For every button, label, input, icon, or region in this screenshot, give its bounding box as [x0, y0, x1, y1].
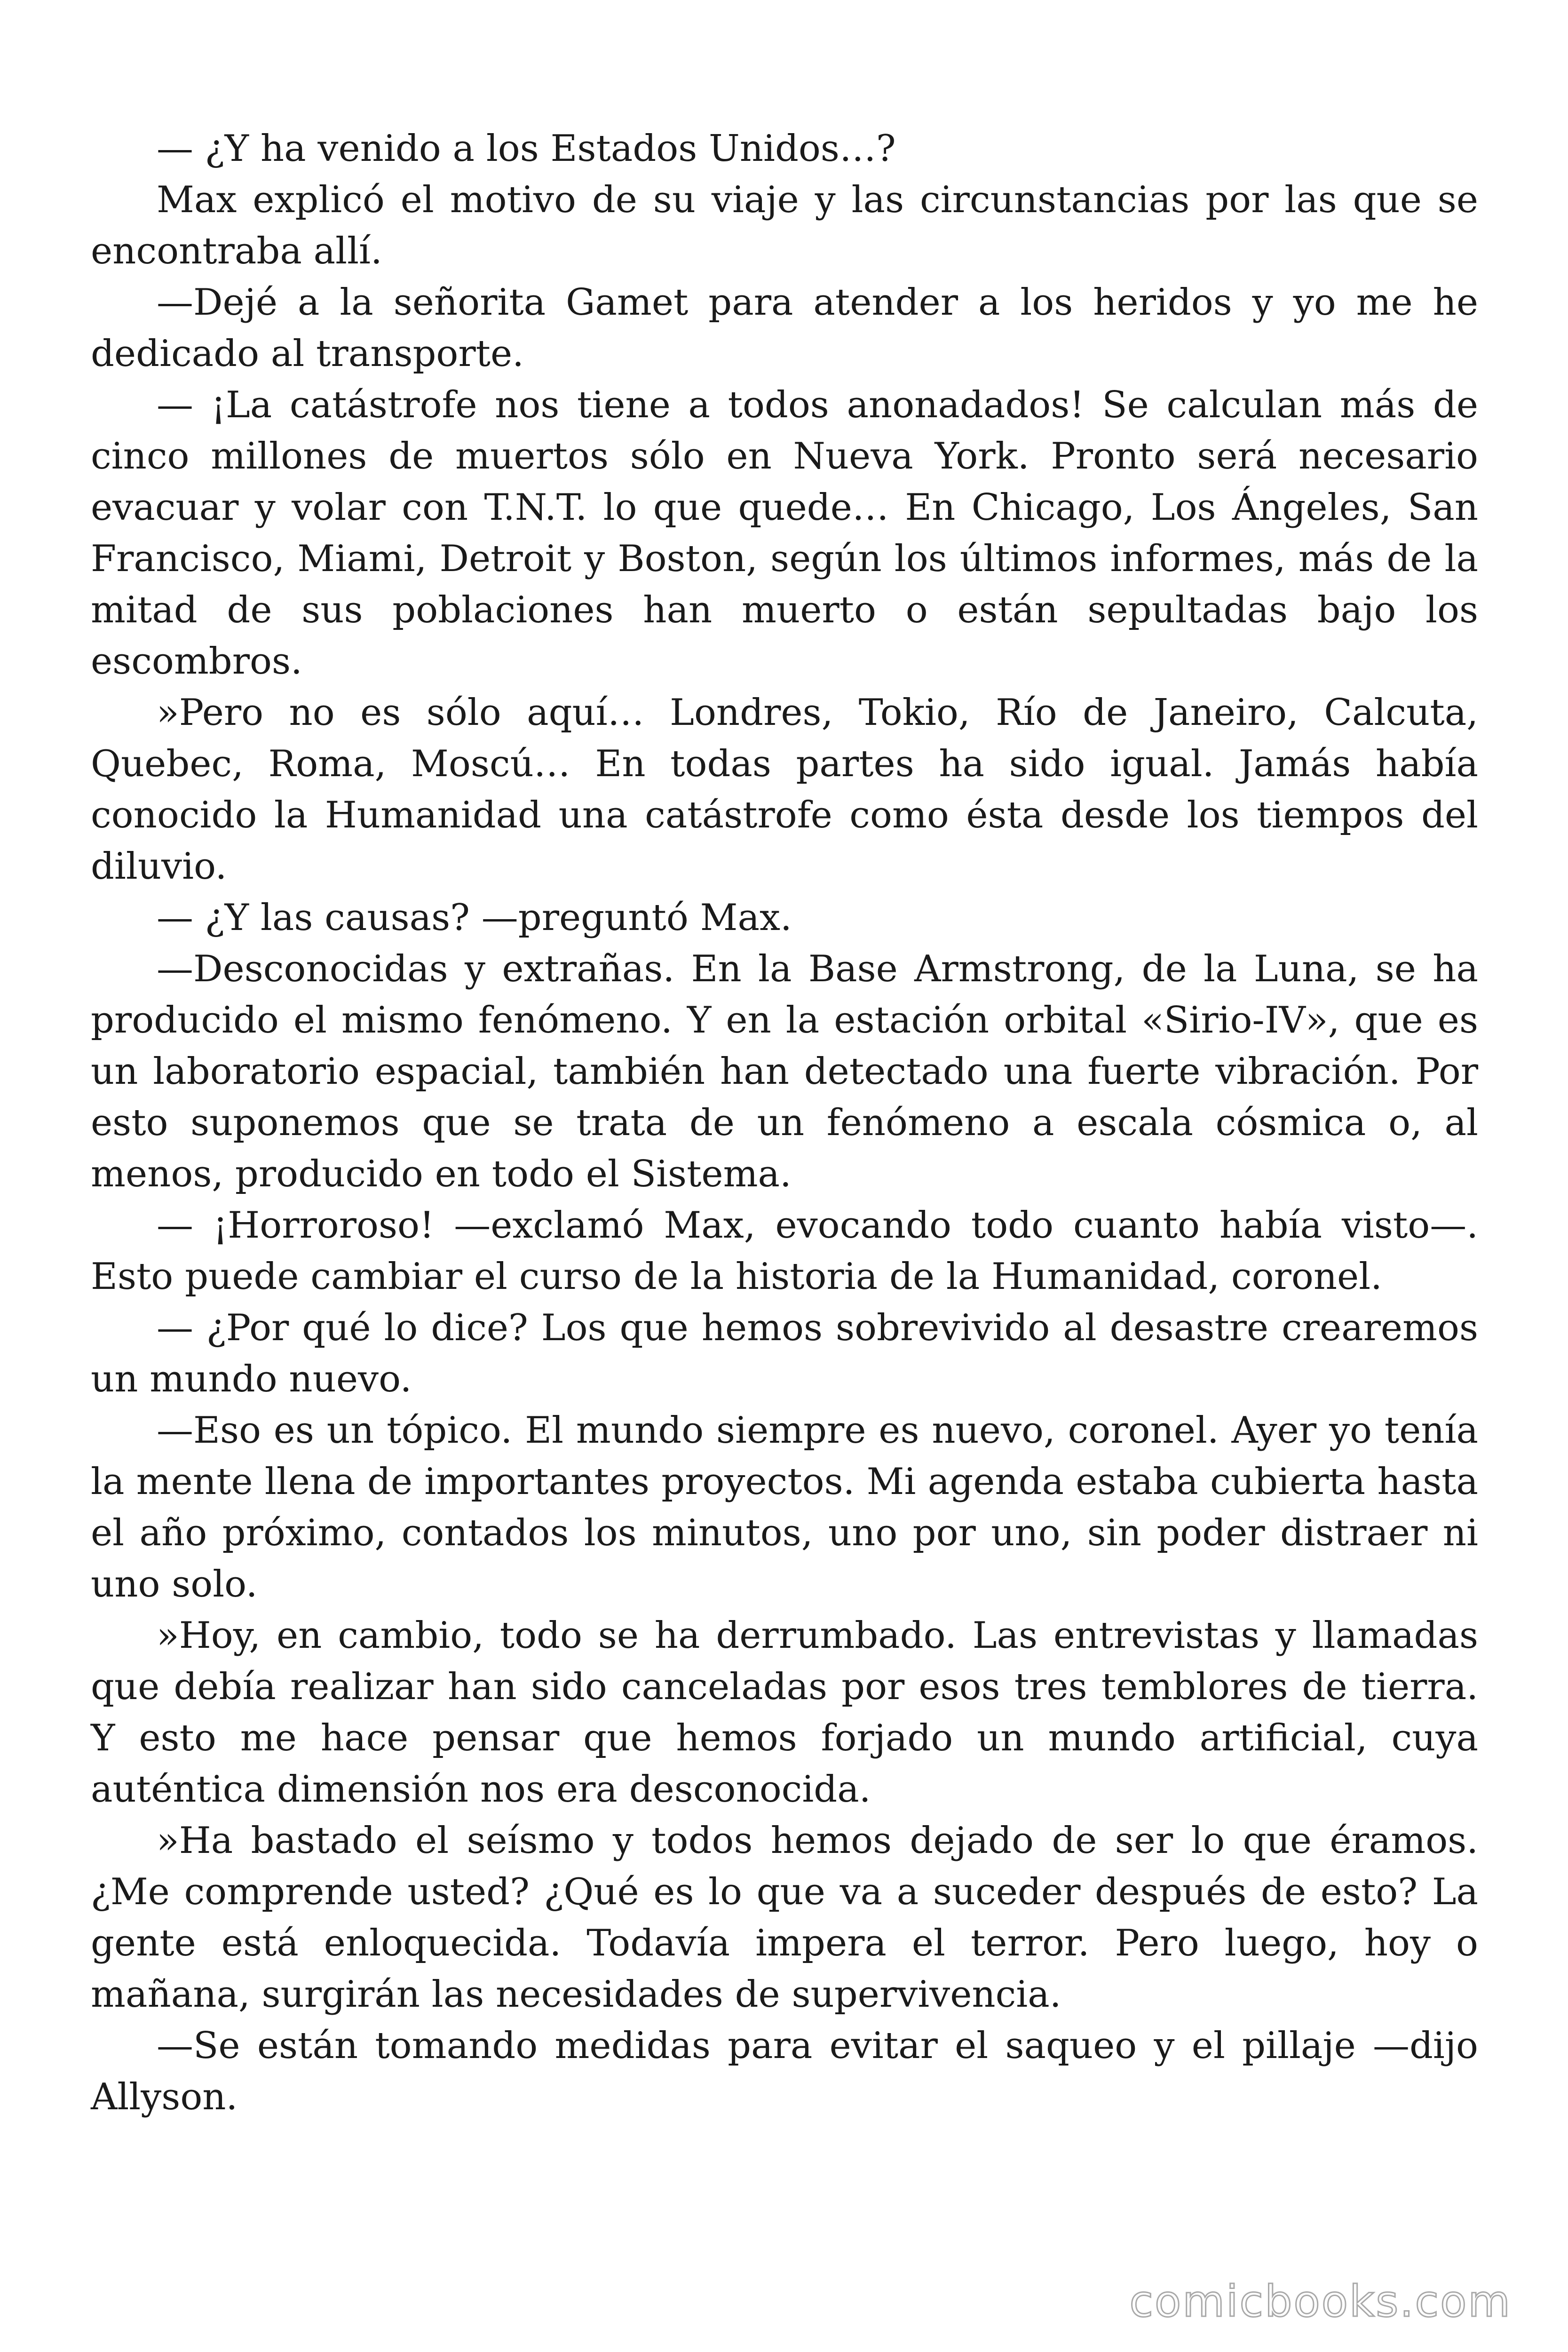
paragraph: —Se están tomando medidas para evitar el saqueo y el pillaje —dijo Allyson.: [91, 2025, 1478, 2118]
paragraph: —Eso es un tópico. El mundo siempre es nuevo, coronel. Ayer yo tenía la mente llena de importantes proyectos. Mi agenda estaba cubierta hasta el año próximo, contados los minutos, uno por uno, sin poder distraer ni uno solo.: [91, 1409, 1478, 1605]
paragraph: — ¡Horroroso! —exclamó Max, evocando todo cuanto había visto—. Esto puede cambiar el curso de la historia de la Humanidad, coronel.: [91, 1204, 1478, 1298]
page-body: [91, 123, 1478, 2123]
paragraph: —Desconocidas y extrañas. En la Base Armstrong, de la Luna, se ha producido el mismo fenómeno. Y en la estación orbital «Sirio-IV», que es un laboratorio espacial, también han detectado una fuerte vibración. Por esto suponemos que se trata de un fenómeno a escala cósmica o, al menos, producido en todo el Sistema.: [91, 948, 1478, 1195]
paragraph: »Hoy, en cambio, todo se ha derrumbado. Las entrevistas y llamadas que debía realizar han sido canceladas por esos tres temblores de tierra. Y esto me hace pensar que hemos forjado un mundo artificial, cuya auténtica dimensión nos era desconocida.: [91, 1614, 1478, 1811]
paragraph: — ¿Y ha venido a los Estados Unidos…?: [157, 127, 896, 170]
paragraph: Max explicó el motivo de su viaje y las circunstancias por las que se encontraba allí.: [91, 179, 1478, 272]
paragraph: »Pero no es sólo aquí… Londres, Tokio, Río de Janeiro, Calcuta, Quebec, Roma, Moscú… En todas partes ha sido igual. Jamás había conocido la Humanidad una catástrofe como ésta desde los tiempos del diluvio.: [91, 691, 1478, 888]
paragraph: —Dejé a la señorita Gamet para atender a los heridos y yo me he dedicado al transporte.: [91, 281, 1478, 375]
watermark: comicbooks.com: [1129, 2276, 1512, 2327]
paragraph: — ¿Y las causas? —preguntó Max.: [157, 897, 792, 939]
paragraph: »Ha bastado el seísmo y todos hemos dejado de ser lo que éramos. ¿Me comprende usted? ¿Qué es lo que va a suceder después de esto? La gente está enloquecida. Todavía impera el terror. Pero luego, hoy o mañana, surgirán las necesidades de supervivencia.: [91, 1820, 1478, 2016]
paragraph: — ¡La catástrofe nos tiene a todos anonadados! Se calculan más de cinco millones de muertos sólo en Nueva York. Pronto será necesario evacuar y volar con T.N.T. lo que quede… En Chicago, Los Ángeles, San Francisco, Miami, Detroit y Boston, según los últimos informes, más de la mitad de sus poblaciones han muerto o están sepultadas bajo los escombros.: [91, 384, 1478, 683]
paragraph: — ¿Por qué lo dice? Los que hemos sobrevivido al desastre crearemos un mundo nuevo.: [91, 1307, 1478, 1400]
